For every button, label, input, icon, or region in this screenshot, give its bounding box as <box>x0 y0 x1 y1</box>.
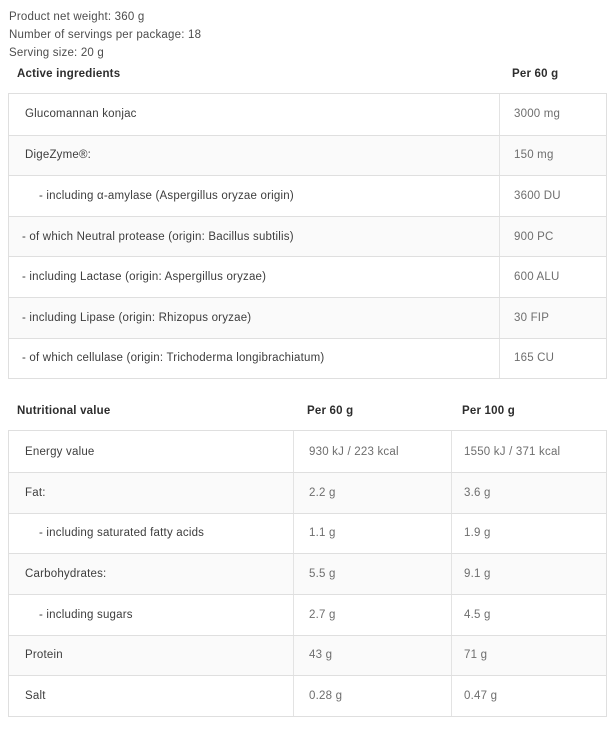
active-ingredients-header <box>8 68 607 80</box>
per-60g-value: 600 ALU <box>499 257 606 297</box>
row-label: DigeZyme®: <box>25 149 92 162</box>
table-row <box>9 513 606 554</box>
table-row <box>9 216 606 257</box>
per-60g-value: 0.28 g <box>293 676 451 716</box>
per-60g-value: 30 FIP <box>499 298 606 338</box>
table-row <box>9 675 606 716</box>
active-ingredients-title: Active ingredients <box>17 68 121 80</box>
product-net-weight: Product net weight: 360 g <box>9 11 145 23</box>
row-label: Carbohydrates: <box>25 568 107 581</box>
table-row <box>9 256 606 297</box>
nutrition-per-60g-column-header: Per 60 g <box>307 405 354 418</box>
per-60g-value: 900 PC <box>499 217 606 257</box>
table-row <box>9 594 606 635</box>
per-100g-value: 4.5 g <box>451 595 606 635</box>
row-label: Salt <box>25 690 46 703</box>
per-60g-value: 5.5 g <box>293 554 451 594</box>
serving-size: Serving size: 20 g <box>9 47 105 59</box>
table-row <box>9 635 606 676</box>
per-100g-value: 3.6 g <box>451 473 606 513</box>
nutritional-value-table <box>8 430 607 717</box>
row-label: Energy value <box>25 445 95 458</box>
nutritional-value-title: Nutritional value <box>17 405 111 418</box>
per-60g-value: 2.7 g <box>293 595 451 635</box>
per-100g-value: 1550 kJ / 371 kcal <box>451 431 606 472</box>
per-100g-value: 71 g <box>451 636 606 676</box>
product-info-block <box>8 8 607 62</box>
table-row <box>9 94 606 135</box>
per-60g-value: 930 kJ / 223 kcal <box>293 431 451 472</box>
per-60g-value: 3600 DU <box>499 176 606 216</box>
per-60g-value: 2.2 g <box>293 473 451 513</box>
row-label: - of which cellulase (origin: Trichoderma longibrachiatum) <box>22 352 325 365</box>
per-60g-value: 165 CU <box>499 339 606 379</box>
table-row <box>9 338 606 379</box>
nutrition-per-100g-column-header: Per 100 g <box>462 405 515 418</box>
row-label: - including saturated fatty acids <box>39 527 205 540</box>
row-label: - including Lactase (origin: Aspergillus oryzae) <box>22 271 267 284</box>
per-100g-value: 0.47 g <box>451 676 606 716</box>
per-100g-value: 9.1 g <box>451 554 606 594</box>
table-row <box>9 553 606 594</box>
row-label: - including Lipase (origin: Rhizopus oryzae) <box>22 311 252 324</box>
table-row <box>9 431 606 472</box>
row-label: - including sugars <box>39 608 133 621</box>
row-label: - of which Neutral protease (origin: Bacillus subtilis) <box>22 230 294 243</box>
row-label: Protein <box>25 649 63 662</box>
table-row <box>9 297 606 338</box>
table-row <box>9 175 606 216</box>
active-ingredients-table <box>8 93 607 379</box>
nutritional-value-header <box>8 405 607 417</box>
row-label: - including α-amylase (Aspergillus oryzae origin) <box>39 189 294 202</box>
servings-per-package: Number of servings per package: 18 <box>9 29 202 41</box>
row-label: Glucomannan konjac <box>25 108 137 121</box>
row-label: Fat: <box>25 486 46 499</box>
per-60g-value: 150 mg <box>499 136 606 176</box>
per-60g-value: 43 g <box>293 636 451 676</box>
per-60g-value: 1.1 g <box>293 514 451 554</box>
active-per-60g-column-header: Per 60 g <box>512 68 559 80</box>
table-row <box>9 472 606 513</box>
per-100g-value: 1.9 g <box>451 514 606 554</box>
table-row <box>9 135 606 176</box>
per-60g-value: 3000 mg <box>499 94 606 135</box>
